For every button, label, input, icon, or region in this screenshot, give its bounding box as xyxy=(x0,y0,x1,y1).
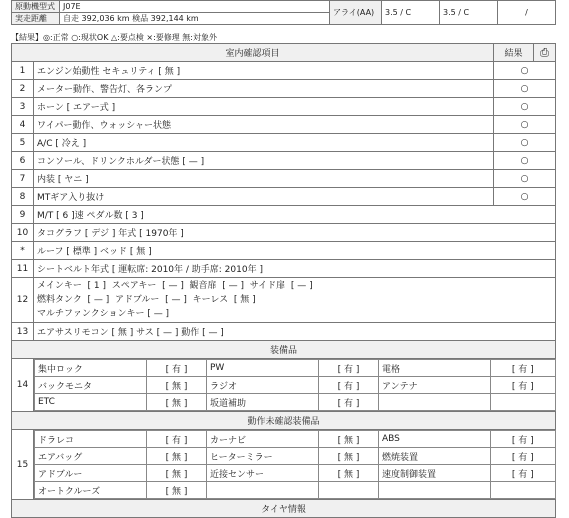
equip-name xyxy=(379,394,491,411)
row-text: コンソール、ドリンクホルダー状態 [ — ] xyxy=(34,152,494,170)
row-text: A/C [ 冷え ] xyxy=(34,134,494,152)
row-number: 15 xyxy=(12,430,34,500)
op-name: ヒーターミラー xyxy=(207,448,319,465)
row-number: 14 xyxy=(12,359,34,412)
table-row xyxy=(12,170,556,188)
table-row xyxy=(35,377,556,394)
tire-info-title: タイヤ情報 xyxy=(12,500,556,518)
row-number: 12 xyxy=(12,278,34,323)
table-row xyxy=(12,80,556,98)
row-number: 9 xyxy=(12,206,34,224)
row-text: M/T [ 6 ]速 ペダル数 [ 3 ] xyxy=(34,206,556,224)
equip-name: バックモニタ xyxy=(35,377,147,394)
unconfirmed-grid xyxy=(34,430,556,500)
printer-icon: ⎙ xyxy=(540,45,549,59)
row-text: シートベルト年式 [ 運転席: 2010年 / 助手席: 2010年 ] xyxy=(34,260,556,278)
print-button[interactable] xyxy=(534,44,556,62)
equip-value: [ 有 ] xyxy=(147,360,207,377)
mileage-label: 実走距離 xyxy=(12,13,60,25)
keys-line-3: マルチファンクションキー [ — ] xyxy=(37,309,170,319)
row-text: エンジン始動性 セキュリティ [ 無 ] xyxy=(34,62,494,80)
equip-name: ラジオ xyxy=(207,377,319,394)
row-number: 2 xyxy=(12,80,34,98)
equipment-grid xyxy=(34,359,556,412)
table-row xyxy=(35,360,556,377)
row-result: ○ xyxy=(494,170,556,188)
row-number: 1 xyxy=(12,62,34,80)
equip-value: [ 有 ] xyxy=(319,394,379,411)
row-result: ○ xyxy=(494,116,556,134)
table-row xyxy=(35,465,556,482)
op-name: ABS xyxy=(379,431,491,448)
op-value: [ 無 ] xyxy=(319,448,379,465)
op-name: アドブルー xyxy=(35,465,147,482)
table-row xyxy=(12,206,556,224)
row-result: ○ xyxy=(494,62,556,80)
table-row xyxy=(12,134,556,152)
interior-check-table xyxy=(11,43,556,518)
equip-name: PW xyxy=(207,360,319,377)
unconfirmed-title: 動作未確認装備品 xyxy=(12,412,556,430)
row-result: ○ xyxy=(494,80,556,98)
equip-value: [ 無 ] xyxy=(147,377,207,394)
result-header: 結果 xyxy=(494,44,534,62)
row-result: ○ xyxy=(494,134,556,152)
row-number: 10 xyxy=(12,224,34,242)
row-text: ルーフ [ 標準 ] ベッド [ 無 ] xyxy=(34,242,556,260)
op-value: [ 有 ] xyxy=(491,431,556,448)
table-row xyxy=(12,323,556,341)
row-text: エアサスリモコン [ 無 ] サス [ — ] 動作 [ — ] xyxy=(34,323,556,341)
table-row xyxy=(12,224,556,242)
table-row xyxy=(12,188,556,206)
row-text: ワイパー動作、ウォッシャー状態 xyxy=(34,116,494,134)
keys-cell xyxy=(34,278,556,323)
op-name: 燃焼装置 xyxy=(379,448,491,465)
table-row xyxy=(35,448,556,465)
op-name: オートクルーズ xyxy=(35,482,147,499)
align-value-1: 3.5 / C xyxy=(382,1,440,25)
op-value: [ 有 ] xyxy=(491,448,556,465)
row-number: 3 xyxy=(12,98,34,116)
keys-line-2: 燃料タンク [ — ] アドブルー [ — ] キーレス [ 無 ] xyxy=(37,295,256,305)
row-text: メーター動作、警告灯、各ランプ xyxy=(34,80,494,98)
row-text: タコグラフ [ デジ ] 年式 [ 1970年 ] xyxy=(34,224,556,242)
op-name: 近接センサー xyxy=(207,465,319,482)
row-text: ホーン [ エアー式 ] xyxy=(34,98,494,116)
row-number: 5 xyxy=(12,134,34,152)
table-row xyxy=(12,152,556,170)
row-number: 7 xyxy=(12,170,34,188)
op-value: [ 無 ] xyxy=(147,465,207,482)
equip-value: [ 有 ] xyxy=(319,360,379,377)
op-value xyxy=(491,482,556,499)
op-value: [ 無 ] xyxy=(147,482,207,499)
keys-line-1: メインキー [ 1 ] スペアキー [ — ] 観音扉 [ — ] サイド扉 [ — ] xyxy=(37,281,313,291)
op-value: [ 無 ] xyxy=(319,431,379,448)
equip-value xyxy=(491,394,556,411)
op-name xyxy=(379,482,491,499)
row-number: 8 xyxy=(12,188,34,206)
table-row xyxy=(35,482,556,499)
op-value: [ 無 ] xyxy=(319,465,379,482)
row-number: 6 xyxy=(12,152,34,170)
row-result: ○ xyxy=(494,98,556,116)
op-value: [ 有 ] xyxy=(147,431,207,448)
result-legend: 【結果】◎:正常 ○:現状OK △:要点検 ×:要修理 無:対象外 xyxy=(11,33,218,42)
equip-name: ETC xyxy=(35,394,147,411)
table-row xyxy=(12,62,556,80)
table-row xyxy=(12,242,556,260)
equip-name: アンテナ xyxy=(379,377,491,394)
op-name: 速度制御装置 xyxy=(379,465,491,482)
row-result: ○ xyxy=(494,188,556,206)
table-row xyxy=(12,260,556,278)
equip-name: 電格 xyxy=(379,360,491,377)
op-name: ドラレコ xyxy=(35,431,147,448)
equip-name: 坂道補助 xyxy=(207,394,319,411)
align-value-3: / xyxy=(498,1,556,25)
op-name: エアバッグ xyxy=(35,448,147,465)
table-row xyxy=(35,431,556,448)
row-number: 13 xyxy=(12,323,34,341)
mileage-value: 自走 392,036 km 検品 392,144 km xyxy=(60,13,330,25)
row-text: MTギア入り抜け xyxy=(34,188,494,206)
equip-value: [ 無 ] xyxy=(147,394,207,411)
interior-check-title: 室内確認項目 xyxy=(12,44,494,62)
row-number: 4 xyxy=(12,116,34,134)
table-row xyxy=(12,98,556,116)
row-result: ○ xyxy=(494,152,556,170)
engine-value: J07E xyxy=(60,1,330,13)
table-row xyxy=(12,278,556,323)
row-text: 内装 [ ヤニ ] xyxy=(34,170,494,188)
table-row xyxy=(35,394,556,411)
table-row xyxy=(12,116,556,134)
equip-name: 集中ロック xyxy=(35,360,147,377)
op-value: [ 無 ] xyxy=(147,448,207,465)
row-number: 11 xyxy=(12,260,34,278)
op-value xyxy=(319,482,379,499)
equip-value: [ 有 ] xyxy=(491,360,556,377)
align-value-2: 3.5 / C xyxy=(440,1,498,25)
op-value: [ 有 ] xyxy=(491,465,556,482)
vehicle-summary-table xyxy=(11,0,556,25)
equip-value: [ 有 ] xyxy=(319,377,379,394)
op-name: カーナビ xyxy=(207,431,319,448)
equipment-title: 装備品 xyxy=(12,341,556,359)
equip-value: [ 有 ] xyxy=(491,377,556,394)
align-label: アライ(AA) xyxy=(330,1,382,25)
row-number: * xyxy=(12,242,34,260)
op-name xyxy=(207,482,319,499)
engine-label: 原動機型式 xyxy=(12,1,60,13)
